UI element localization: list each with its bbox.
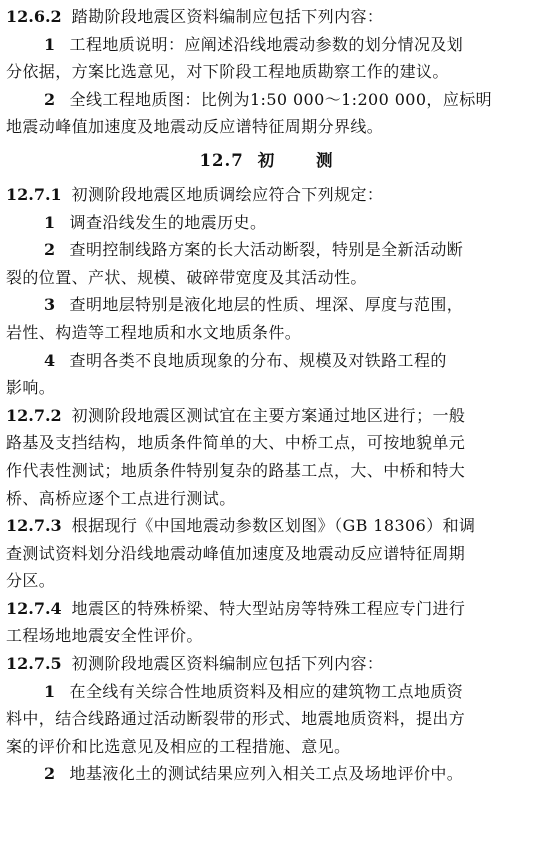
clause-12-7-3	[6, 512, 544, 540]
item-continuation: 料中，结合线路通过活动断裂带的形式、地震地质资料，提出方	[6, 709, 466, 729]
item-text: 查明各类不良地质现象的分布、规模及对铁路工程的	[69, 350, 447, 370]
list-item	[6, 236, 544, 264]
item-number: 1	[44, 212, 56, 232]
item-continuation: 影响。	[6, 378, 56, 398]
item-number: 1	[44, 34, 56, 54]
clause-continuation: 路基及支挡结构，地质条件简单的大、中桥工点，可按地貌单元	[6, 433, 466, 453]
item-text: 查明地层特别是液化地层的性质、埋深、厚度与范围，	[69, 295, 464, 315]
clause-text: 初测阶段地震区测试宜在主要方案通过地区进行；一般	[71, 405, 466, 425]
list-item	[6, 291, 544, 319]
clause-continuation: 查测试资料划分沿线地震动峰值加速度及地震动反应谱特征周期	[6, 543, 466, 563]
item-text: 在全线有关综合性地质资料及相应的建筑物工点地质资	[69, 681, 464, 701]
clause-number: 12.7.1	[6, 184, 62, 204]
clause-number: 12.7.5	[6, 654, 62, 674]
section-title: 初 测	[257, 150, 351, 170]
clause-continuation: 分区。	[6, 571, 56, 591]
item-text: 调查沿线发生的地震历史。	[69, 212, 267, 232]
item-number: 2	[44, 89, 56, 109]
item-number: 2	[44, 240, 56, 260]
list-item	[6, 86, 544, 114]
clause-number: 12.7.4	[6, 598, 62, 618]
item-text: 全线工程地质图：比例为1:50 000～1:200 000，应标明	[69, 89, 493, 109]
list-item	[6, 347, 544, 375]
clause-text: 踏勘阶段地震区资料编制应包括下列内容：	[71, 7, 384, 26]
item-text: 工程地质说明：应阐述沿线地震动参数的划分情况及划	[69, 34, 464, 54]
clause-continuation: 桥、高桥应逐个工点进行测试。	[6, 488, 236, 508]
item-number: 4	[44, 350, 56, 370]
clause-number: 12.6.2	[6, 7, 62, 26]
item-continuation: 案的评价和比选意见及相应的工程措施、意见。	[6, 736, 351, 756]
clause-12-7-1	[6, 181, 544, 209]
clause-number: 12.7.2	[6, 405, 62, 425]
item-number: 1	[44, 681, 56, 701]
list-item	[6, 31, 544, 59]
list-item	[6, 678, 544, 706]
item-number: 2	[44, 764, 56, 784]
item-text: 地基液化土的测试结果应列入相关工点及场地评价中。	[69, 764, 464, 784]
list-item	[6, 209, 544, 237]
item-continuation: 岩性、构造等工程地质和水文地质条件。	[6, 322, 302, 342]
clause-continuation: 工程场地地震安全性评价。	[6, 626, 203, 646]
clause-12-7-2	[6, 402, 544, 430]
item-continuation: 裂的位置、产状、规模、破碎带宽度及其活动性。	[6, 267, 367, 287]
list-item	[6, 760, 544, 788]
item-number: 3	[44, 295, 56, 315]
clause-12-7-4	[6, 595, 544, 623]
section-heading	[6, 141, 544, 181]
clause-12-7-5	[6, 650, 544, 678]
clause-text: 根据现行《中国地震动参数区划图》（GB 18306）和调	[71, 516, 476, 536]
clause-text: 初测阶段地震区资料编制应包括下列内容：	[71, 654, 384, 674]
clause-number: 12.7.3	[6, 516, 62, 536]
section-number: 12.7	[199, 150, 244, 170]
item-continuation: 分依据，方案比选意见，对下阶段工程地质勘察工作的建议。	[6, 62, 449, 82]
item-text: 查明控制线路方案的长大活动断裂，特别是全新活动断	[69, 240, 464, 260]
item-continuation: 地震动峰值加速度及地震动反应谱特征周期分界线。	[6, 117, 384, 137]
clause-continuation: 作代表性测试；地质条件特别复杂的路基工点，大、中桥和特大	[6, 460, 466, 480]
clause-text: 地震区的特殊桥梁、特大型站房等特殊工程应专门进行	[71, 598, 466, 618]
clause-text: 初测阶段地震区地质调绘应符合下列规定：	[71, 184, 384, 204]
clause-12-6-2	[6, 3, 544, 31]
